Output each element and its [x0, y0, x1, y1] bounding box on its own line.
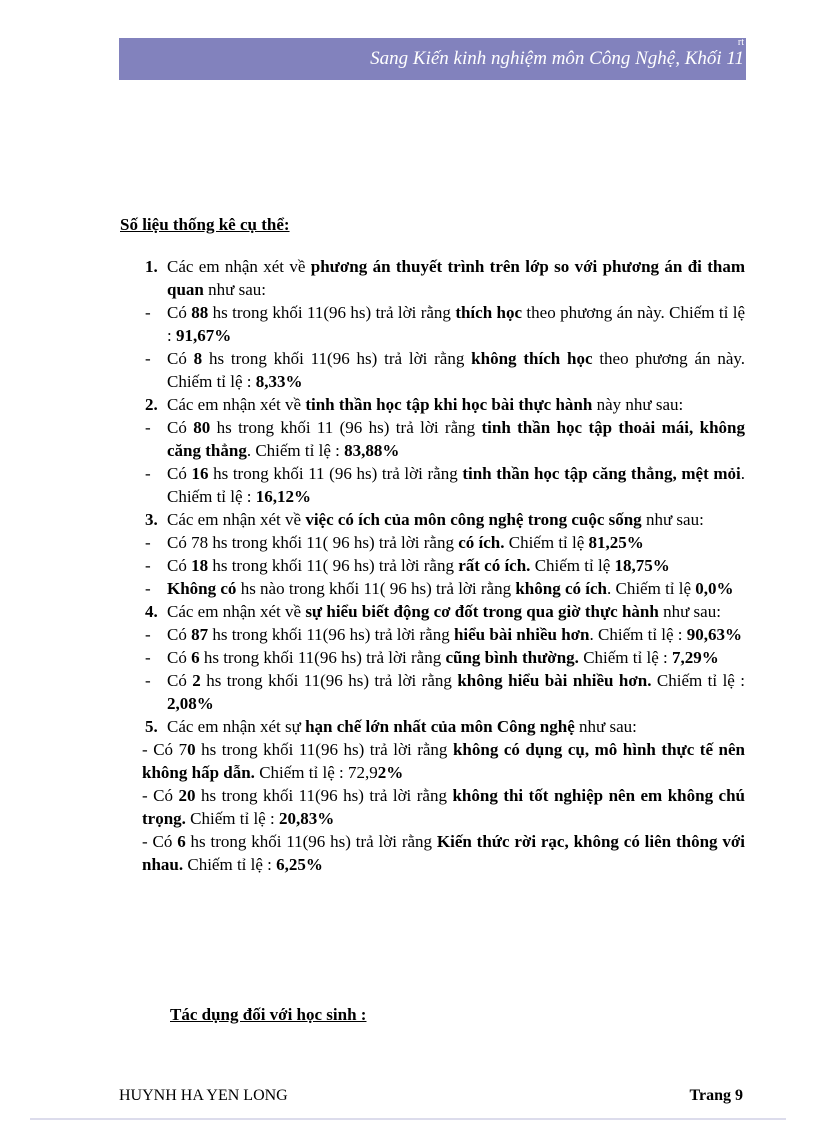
bold-text: 6 — [191, 648, 200, 667]
bold-text: 83,88% — [344, 441, 400, 460]
text: - Có — [142, 786, 179, 805]
text: hs trong khối 11(96 hs) trả lời rằng — [185, 832, 437, 851]
bold-text: không có dụng cụ, mô hình thực tế nên không hấp dẫn. — [142, 740, 745, 782]
bold-text: 16 — [191, 464, 209, 483]
numbered-item — [120, 715, 745, 738]
bold-text: 20,83% — [278, 809, 335, 828]
list-marker: 3. — [145, 510, 158, 529]
bold-text: sự hiểu biết động cơ đốt trong qua giờ thực hành — [305, 602, 659, 621]
text: . Chiếm tỉ lệ : — [589, 625, 687, 644]
text: Các em nhận xét về — [167, 257, 311, 276]
text: theo phương án này. Chiếm tỉ lệ : — [167, 303, 745, 345]
text: hs trong khối 11(96 hs) trả lời rằng — [208, 303, 456, 322]
list-marker: - — [145, 625, 151, 644]
text: Có — [167, 303, 192, 322]
text: Có — [167, 464, 192, 483]
bold-text: 91,67% — [175, 326, 232, 345]
text: Chiếm tỉ lệ : — [183, 855, 277, 874]
bold-text: 87 — [191, 625, 209, 644]
text: hs trong khối 11( 96 hs) trả lời rằng — [208, 556, 459, 575]
list-marker: 4. — [145, 602, 158, 621]
text: - Có 7 — [142, 740, 188, 759]
bold-text: thích học — [455, 303, 523, 322]
bold-text: rất có ích. — [458, 556, 531, 575]
bold-text: hạn chế lớn nhất của môn Công nghệ — [305, 717, 575, 736]
text: . Chiếm tỉ lệ : — [167, 464, 745, 506]
dash-item — [120, 830, 745, 876]
bullet-item — [120, 646, 745, 669]
bold-text: việc có ích của môn công nghệ trong cuộc sống — [305, 510, 642, 529]
bold-text: 2,08% — [167, 694, 214, 713]
bold-text: 8 — [193, 349, 203, 368]
text: Có — [167, 556, 192, 575]
bold-text: 88 — [191, 303, 209, 322]
numbered-item — [120, 393, 745, 416]
text: Có — [167, 648, 192, 667]
text: hs trong khối 11(96 hs) trả lời rằng — [199, 648, 446, 667]
text: hs trong khối 11 (96 hs) trả lời rằng — [210, 418, 482, 437]
text: Có — [167, 418, 194, 437]
list-marker: 1. — [145, 257, 158, 276]
list-marker: - — [145, 303, 151, 322]
bold-text: không thi tốt nghiệp nên em không chú trọng. — [142, 786, 746, 828]
subtitle: Tác dụng đối với học sinh : — [170, 1005, 367, 1024]
text: này như sau: — [592, 395, 684, 414]
bold-text: cũng bình thường. — [445, 648, 579, 667]
text: . Chiếm tỉ lệ — [606, 579, 696, 598]
text: như sau: — [641, 510, 704, 529]
bold-text: 0 — [187, 740, 196, 759]
bullet-item — [120, 669, 745, 715]
list-marker: 5. — [145, 717, 158, 736]
bold-text: 81,25% — [588, 533, 644, 552]
bold-text: 16,12% — [255, 487, 312, 506]
header-title: Sang Kiến kinh nghiệm môn Công Nghệ, Khối 11 — [370, 48, 744, 69]
text: Chiếm tỉ lệ : — [185, 809, 279, 828]
text: Các em nhận xét sự — [167, 717, 306, 736]
text: hs trong khối 11(96 hs) trả lời rằng — [208, 625, 454, 644]
numbered-item — [120, 508, 745, 531]
bold-text: có ích. — [458, 533, 505, 552]
text: Chiếm tỉ lệ : — [651, 671, 745, 690]
list-marker: 2. — [145, 395, 158, 414]
bold-text: không thích học — [471, 349, 593, 368]
bold-text: 2% — [377, 763, 404, 782]
bold-text: 80 — [193, 418, 211, 437]
text: Chiếm tỉ lệ : 72,9 — [254, 763, 378, 782]
text: hs trong khối 11 (96 hs) trả lời rằng — [208, 464, 463, 483]
footer-page-number: Trang 9 — [689, 1087, 743, 1104]
text: Các em nhận xét về — [167, 602, 306, 621]
bold-text: 7,29% — [671, 648, 719, 667]
bullet-item — [120, 347, 745, 393]
text: Có — [167, 349, 194, 368]
bold-text: 6,25% — [276, 855, 323, 874]
bold-text: không có ích — [515, 579, 607, 598]
list-marker: - — [145, 464, 151, 483]
bold-text: 18,75% — [614, 556, 670, 575]
text: hs trong khối 11(96 hs) trả lời rằng — [195, 740, 453, 759]
header-corner-mark: rt — [737, 37, 744, 48]
list-marker: - — [145, 648, 151, 667]
dash-item — [120, 784, 745, 830]
text: Chiếm tỉ lệ : — [578, 648, 672, 667]
text: Có — [167, 671, 193, 690]
bold-text: 0,0% — [695, 579, 734, 598]
footer-divider — [30, 1118, 786, 1120]
text: như sau: — [203, 280, 266, 299]
bold-text: Không có — [167, 579, 237, 598]
bullet-item — [120, 623, 745, 646]
text: hs nào trong khối 11( 96 hs) trả lời rằng — [236, 579, 516, 598]
list-marker: - — [145, 579, 151, 598]
bold-text: hiểu bài nhiều hơn — [453, 625, 590, 644]
bold-text: 20 — [178, 786, 196, 805]
bold-text: 90,63% — [686, 625, 743, 644]
bold-text: 6 — [177, 832, 186, 851]
bold-text: phương án thuyết trình trên lớp so với phương án đi tham quan — [167, 257, 745, 299]
bullet-item — [120, 531, 745, 554]
text: hs trong khối 11(96 hs) trả lời rằng — [195, 786, 453, 805]
bullet-item — [120, 301, 745, 347]
bullet-item — [120, 416, 745, 462]
text: Có 78 hs trong khối 11( 96 hs) trả lời rằng — [167, 533, 459, 552]
list-marker: - — [145, 671, 151, 690]
header-band — [119, 38, 746, 80]
text: Chiếm tỉ lệ — [504, 533, 589, 552]
bold-text: Kiến thức rời rạc, không có liên thông với nhau. — [142, 832, 745, 874]
bullet-item — [120, 462, 745, 508]
bold-text: tinh thần học tập căng thẳng, mệt mỏi — [462, 464, 741, 483]
bold-text: tinh thần học tập khi học bài thực hành — [305, 395, 593, 414]
text: Các em nhận xét về — [167, 510, 306, 529]
list-marker: - — [145, 533, 151, 552]
text: Chiếm tỉ lệ — [530, 556, 615, 575]
text: hs trong khối 11(96 hs) trả lời rằng — [200, 671, 458, 690]
section-title: Số liệu thống kê cụ thể: — [120, 215, 290, 234]
bold-text: tinh thần học tập thoải mái, không căng thẳng — [167, 418, 745, 460]
statistics-list — [120, 255, 745, 876]
bullet-item — [120, 577, 745, 600]
bold-text: không hiểu bài nhiều hơn. — [457, 671, 652, 690]
bold-text: 8,33% — [255, 372, 303, 391]
text: - Có — [142, 832, 178, 851]
text: như sau: — [658, 602, 721, 621]
text: như sau: — [574, 717, 637, 736]
text: . Chiếm tỉ lệ : — [246, 441, 345, 460]
dash-item — [120, 738, 745, 784]
list-marker: - — [145, 418, 151, 437]
list-marker: - — [145, 556, 151, 575]
bullet-item — [120, 554, 745, 577]
text: Các em nhận xét về — [167, 395, 306, 414]
numbered-item — [120, 600, 745, 623]
list-marker: - — [145, 349, 151, 368]
text: Có — [167, 625, 192, 644]
numbered-item — [120, 255, 745, 301]
bold-text: 18 — [191, 556, 209, 575]
text: hs trong khối 11(96 hs) trả lời rằng — [202, 349, 472, 368]
bold-text: 2 — [192, 671, 201, 690]
text: theo phương án này. Chiếm tỉ lệ : — [167, 349, 746, 391]
footer-author: HUYNH HA YEN LONG — [119, 1087, 288, 1104]
